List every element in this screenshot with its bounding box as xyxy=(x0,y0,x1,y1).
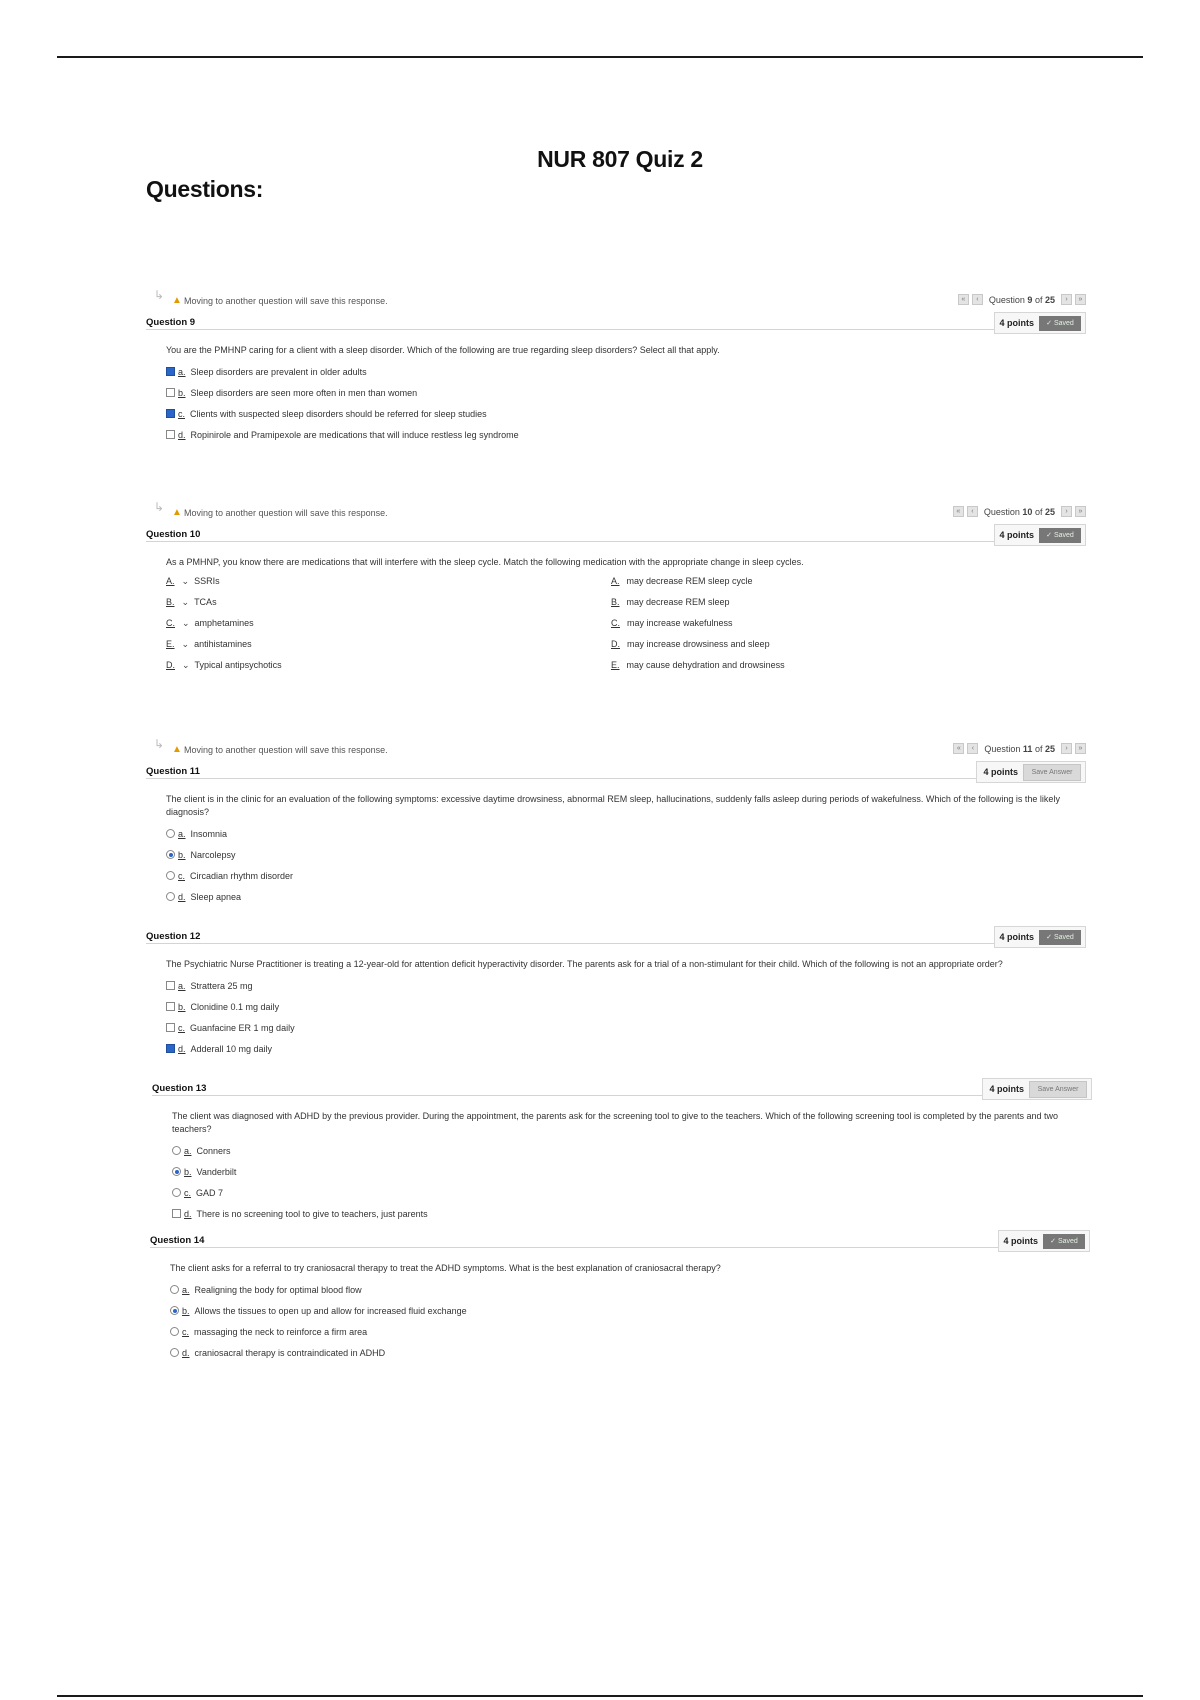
question-header xyxy=(146,524,1086,548)
match-row xyxy=(166,638,611,650)
points-label: 4 points xyxy=(1003,1236,1038,1246)
question-header xyxy=(146,312,1086,336)
match-term: SSRIs xyxy=(194,576,220,586)
question-9-section xyxy=(146,288,1086,445)
return-arrow-icon: ↳ xyxy=(154,288,165,302)
option-c[interactable]: c. Guanfacine ER 1 mg daily xyxy=(166,1017,1086,1038)
question-pager xyxy=(953,743,1086,754)
return-arrow-icon: ↳ xyxy=(154,500,165,514)
radio-selected[interactable] xyxy=(172,1167,181,1176)
option-b[interactable]: b. Sleep disorders are seen more often in men than women xyxy=(166,382,1086,403)
warning-icon: ▲ xyxy=(172,744,182,755)
radio[interactable] xyxy=(166,829,175,838)
option-b[interactable]: b. Narcolepsy xyxy=(166,844,1086,865)
points-label: 4 points xyxy=(999,530,1034,540)
match-answer: D. may increase drowsiness and sleep xyxy=(611,639,770,649)
points-label: 4 points xyxy=(983,767,1018,777)
option-b[interactable]: b. Allows the tissues to open up and allow for increased fluid exchange xyxy=(170,1300,1090,1321)
question-title: Question 14 xyxy=(150,1235,205,1246)
question-header xyxy=(146,761,1086,785)
question-header xyxy=(146,926,1086,950)
match-row xyxy=(166,617,611,629)
option-c[interactable]: c. massaging the neck to reinforce a firm area xyxy=(170,1321,1090,1342)
return-arrow-icon: ↳ xyxy=(154,737,165,751)
checkbox-checked[interactable] xyxy=(166,409,175,418)
question-text: The client was diagnosed with ADHD by the previous provider. During the appointment, the parents ask for the screening tool to give to the teachers. Which of the following screening tool is completed by the parents and two teachers? xyxy=(172,1111,1058,1134)
question-pager xyxy=(958,294,1086,305)
saved-button[interactable]: ✓ Saved xyxy=(1043,1234,1085,1249)
question-nav-bar xyxy=(146,288,1086,310)
points-box xyxy=(994,524,1086,546)
radio-selected[interactable] xyxy=(170,1306,179,1315)
document-title: NUR 807 Quiz 2 xyxy=(537,146,703,172)
answer-options xyxy=(166,975,1086,1059)
divider xyxy=(146,329,996,330)
question-counter: Question 10 of 25 xyxy=(983,506,1055,517)
question-title: Question 13 xyxy=(152,1083,207,1094)
checkbox[interactable] xyxy=(166,981,175,990)
checkbox[interactable] xyxy=(166,1002,175,1011)
answer-options xyxy=(166,361,1086,445)
option-c[interactable]: c. Clients with suspected sleep disorders should be referred for sleep studies xyxy=(166,403,1086,424)
option-b[interactable]: b. Clonidine 0.1 mg daily xyxy=(166,996,1086,1017)
option-c[interactable]: c. GAD 7 xyxy=(172,1182,1092,1203)
points-label: 4 points xyxy=(999,932,1034,942)
save-answer-button[interactable]: Save Answer xyxy=(1023,764,1081,781)
option-d[interactable]: d. Sleep apnea xyxy=(166,886,1086,907)
answer-options xyxy=(166,823,1086,907)
match-row xyxy=(166,575,611,587)
chevron-down-icon[interactable]: ⌄ xyxy=(181,638,190,649)
prev-icon[interactable]: ‹ xyxy=(967,506,978,517)
divider xyxy=(146,541,996,542)
radio-selected[interactable] xyxy=(166,850,175,859)
saved-button[interactable]: ✓ Saved xyxy=(1039,316,1081,331)
radio[interactable] xyxy=(172,1188,181,1197)
matching-grid xyxy=(166,575,1086,671)
option-d[interactable]: d. Ropinirole and Pramipexole are medications that will induce restless leg syndrome xyxy=(166,424,1086,445)
question-14-section xyxy=(150,1228,1090,1363)
question-text: You are the PMHNP caring for a client with a sleep disorder. Which of the following are true regarding sleep disorders? Select all that apply. xyxy=(166,345,720,355)
chevron-down-icon[interactable]: ⌄ xyxy=(182,659,190,670)
top-rule xyxy=(57,56,1143,58)
option-a[interactable]: a. Strattera 25 mg xyxy=(166,975,1086,996)
question-nav-bar xyxy=(146,737,1086,759)
points-label: 4 points xyxy=(999,318,1034,328)
last-icon[interactable]: » xyxy=(1075,743,1086,754)
points-box xyxy=(998,1230,1090,1252)
prev-icon[interactable]: ‹ xyxy=(967,743,978,754)
option-d[interactable]: d. Adderall 10 mg daily xyxy=(166,1038,1086,1059)
question-text: As a PMHNP, you know there are medications that will interfere with the sleep cycle. Match the following medication with the appropriate change in sleep cycles. xyxy=(166,557,804,567)
match-select[interactable]: D. xyxy=(166,660,175,670)
match-select[interactable]: A. xyxy=(166,576,175,586)
match-row xyxy=(166,596,611,608)
radio[interactable] xyxy=(170,1285,179,1294)
match-answer: C. may increase wakefulness xyxy=(611,618,733,628)
saved-button[interactable]: ✓ Saved xyxy=(1039,930,1081,945)
next-icon[interactable]: › xyxy=(1061,294,1072,305)
question-12-section xyxy=(146,924,1086,1059)
checkbox[interactable] xyxy=(172,1209,181,1218)
move-warning-text: Moving to another question will save this response. xyxy=(184,296,388,306)
prev-icon[interactable]: ‹ xyxy=(972,294,983,305)
divider xyxy=(150,1247,1000,1248)
save-answer-button[interactable]: Save Answer xyxy=(1029,1081,1087,1098)
checkbox[interactable] xyxy=(166,1023,175,1032)
question-header xyxy=(150,1230,1090,1254)
points-label: 4 points xyxy=(989,1084,1024,1094)
divider xyxy=(146,778,996,779)
option-d[interactable]: d. There is no screening tool to give to teachers, just parents xyxy=(172,1203,1092,1224)
question-pager xyxy=(953,506,1086,517)
option-c[interactable]: c. Circadian rhythm disorder xyxy=(166,865,1086,886)
question-title: Question 9 xyxy=(146,317,196,328)
bottom-rule xyxy=(57,1695,1143,1697)
question-11-section xyxy=(146,737,1086,907)
question-title: Question 11 xyxy=(146,766,200,777)
question-title: Question 12 xyxy=(146,931,201,942)
points-box xyxy=(976,761,1086,783)
last-icon[interactable]: » xyxy=(1075,294,1086,305)
first-icon[interactable]: « xyxy=(958,294,969,305)
first-icon[interactable]: « xyxy=(953,506,964,517)
question-counter: Question 9 of 25 xyxy=(988,294,1055,305)
match-row xyxy=(166,659,611,671)
next-icon[interactable]: › xyxy=(1061,506,1072,517)
checkbox[interactable] xyxy=(166,388,175,397)
option-a[interactable]: a. Insomnia xyxy=(166,823,1086,844)
divider xyxy=(146,943,996,944)
match-answer: B. may decrease REM sleep xyxy=(611,597,730,607)
match-select[interactable]: C. xyxy=(166,618,175,628)
question-title: Question 10 xyxy=(146,529,201,540)
answer-options xyxy=(172,1140,1092,1224)
question-nav-bar xyxy=(146,500,1086,522)
divider xyxy=(152,1095,1002,1096)
match-answer: E. may cause dehydration and drowsiness xyxy=(611,660,785,670)
question-header xyxy=(152,1078,1092,1102)
match-term: TCAs xyxy=(194,597,217,607)
radio[interactable] xyxy=(170,1348,179,1357)
move-warning-text: Moving to another question will save this response. xyxy=(184,508,388,518)
match-select[interactable]: E. xyxy=(166,639,175,649)
question-text: The client is in the clinic for an evaluation of the following symptoms: excessive daytime drowsiness, abnormal REM sleep, hallucinations, suddenly falls asleep during periods of wakefulness. Which of the following is the likely diagnosis? xyxy=(166,794,1060,817)
last-icon[interactable]: » xyxy=(1075,506,1086,517)
chevron-down-icon[interactable]: ⌄ xyxy=(181,575,190,586)
questions-heading: Questions: xyxy=(146,176,264,202)
match-term: amphetamines xyxy=(194,618,254,628)
move-warning-text: Moving to another question will save this response. xyxy=(184,745,388,755)
question-13-section xyxy=(152,1076,1092,1224)
match-answer: A. may decrease REM sleep cycle xyxy=(611,576,753,586)
checkbox-checked[interactable] xyxy=(166,367,175,376)
checkbox-checked[interactable] xyxy=(166,1044,175,1053)
points-box xyxy=(994,312,1086,334)
first-icon[interactable]: « xyxy=(953,743,964,754)
option-d[interactable]: d. craniosacral therapy is contraindicated in ADHD xyxy=(170,1342,1090,1363)
radio[interactable] xyxy=(166,871,175,880)
warning-icon: ▲ xyxy=(172,507,182,518)
match-term: antihistamines xyxy=(194,639,252,649)
option-a[interactable]: a. Sleep disorders are prevalent in older adults xyxy=(166,361,1086,382)
radio[interactable] xyxy=(172,1146,181,1155)
option-a[interactable]: a. Realigning the body for optimal blood flow xyxy=(170,1279,1090,1300)
points-box xyxy=(994,926,1086,948)
question-text: The client asks for a referral to try craniosacral therapy to treat the ADHD symptoms. What is the best explanation of craniosacral therapy? xyxy=(170,1263,721,1273)
answer-options xyxy=(170,1279,1090,1363)
warning-icon: ▲ xyxy=(172,295,182,306)
radio[interactable] xyxy=(166,892,175,901)
question-10-section xyxy=(146,500,1086,671)
chevron-down-icon[interactable]: ⌄ xyxy=(182,617,190,628)
match-select[interactable]: B. xyxy=(166,597,175,607)
question-counter: Question 11 of 25 xyxy=(984,743,1055,754)
question-text: The Psychiatric Nurse Practitioner is treating a 12-year-old for attention deficit hyperactivity disorder. The parents ask for a trial of a non-stimulant for their child. Which of the following is not an appropriate order? xyxy=(166,959,1003,969)
saved-button[interactable]: ✓ Saved xyxy=(1039,528,1081,543)
checkbox[interactable] xyxy=(166,430,175,439)
match-term: Typical antipsychotics xyxy=(194,660,282,670)
option-b[interactable]: b. Vanderbilt xyxy=(172,1161,1092,1182)
chevron-down-icon[interactable]: ⌄ xyxy=(181,596,190,607)
radio[interactable] xyxy=(170,1327,179,1336)
points-box xyxy=(982,1078,1092,1100)
next-icon[interactable]: › xyxy=(1061,743,1072,754)
option-a[interactable]: a. Conners xyxy=(172,1140,1092,1161)
